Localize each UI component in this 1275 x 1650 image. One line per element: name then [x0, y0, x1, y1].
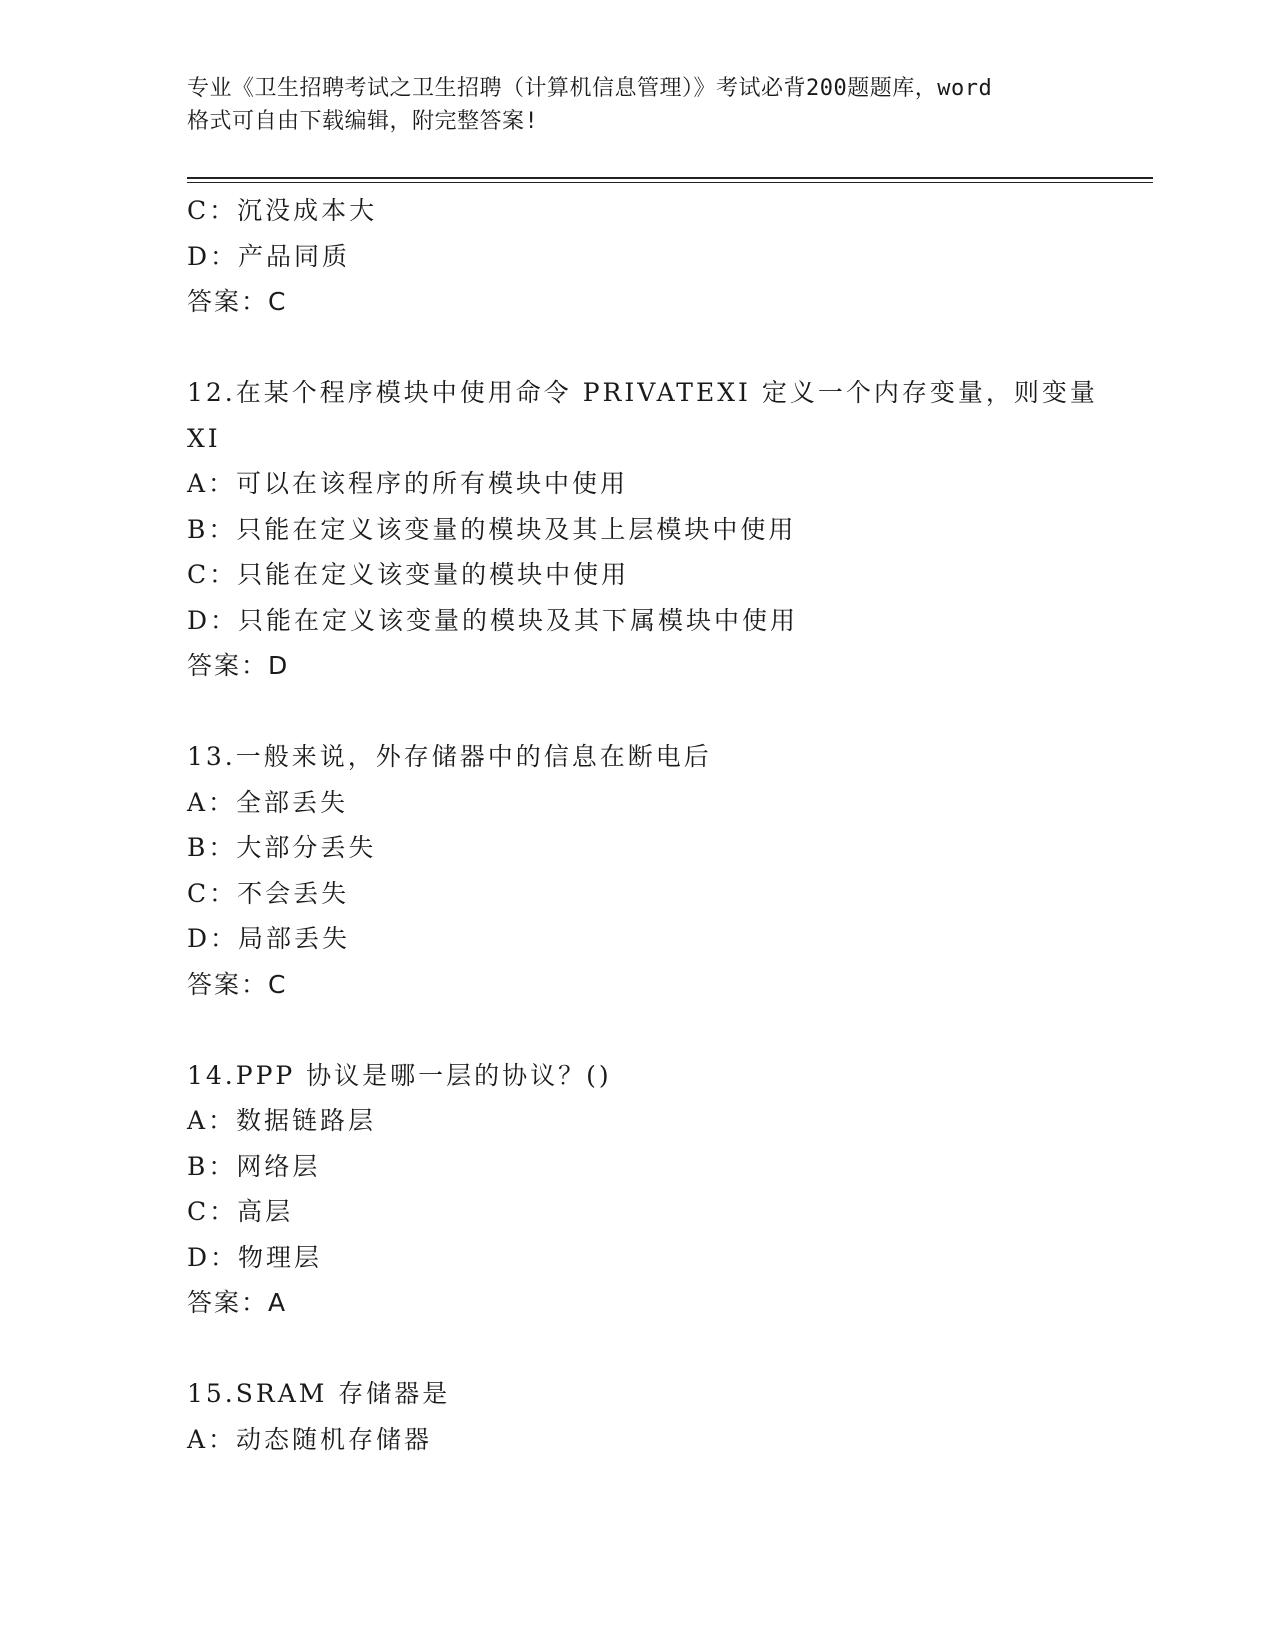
answer-line: 答案：A	[187, 1288, 288, 1317]
question-13	[187, 734, 1153, 1007]
question-stem: 15.SRAM 存储器是	[187, 1379, 451, 1408]
answer-line: 答案：D	[187, 651, 290, 680]
answer-line: 答案：C	[187, 969, 288, 999]
document-header	[187, 72, 1087, 138]
spacer	[187, 1007, 1153, 1053]
question-11-tail	[187, 188, 1153, 325]
option-a: A：全部丢失	[187, 787, 349, 817]
header-line-1: 专业《卫生招聘考试之卫生招聘（计算机信息管理）》考试必背200题题库，word	[187, 76, 993, 101]
question-stem: 12.在某个程序模块中使用命令 PRIVATEXI 定义一个内存变量，则变量	[187, 378, 1098, 407]
option-d: D：产品同质	[187, 241, 351, 271]
header-divider-thick	[187, 177, 1153, 179]
option-b: B：只能在定义该变量的模块及其上层模块中使用	[187, 514, 797, 544]
option-a: A：可以在该程序的所有模块中使用	[187, 469, 629, 498]
spacer	[187, 1326, 1153, 1372]
option-c: C：不会丢失	[187, 878, 350, 908]
option-c: C：高层	[187, 1197, 294, 1226]
header-line-2: 格式可自由下载编辑，附完整答案!	[187, 109, 539, 134]
answer-line: 答案：C	[187, 287, 288, 316]
option-d: D：只能在定义该变量的模块及其下属模块中使用	[187, 605, 799, 635]
option-a: A：数据链路层	[187, 1106, 377, 1135]
spacer	[187, 325, 1153, 371]
option-b: B：大部分丢失	[187, 833, 377, 862]
question-stem-continued: XI	[187, 423, 221, 453]
question-14	[187, 1053, 1153, 1326]
option-d: D：物理层	[187, 1242, 323, 1272]
spacer	[187, 689, 1153, 735]
question-stem: 13.一般来说，外存储器中的信息在断电后	[187, 742, 712, 771]
header-divider-thin	[187, 182, 1153, 183]
option-d: D：局部丢失	[187, 924, 351, 953]
question-stem: 14.PPP 协议是哪一层的协议？()	[187, 1060, 612, 1090]
question-12	[187, 370, 1153, 689]
option-c: C：沉没成本大	[187, 196, 378, 225]
option-a: A：动态随机存储器	[187, 1424, 433, 1454]
option-c: C：只能在定义该变量的模块中使用	[187, 560, 630, 589]
question-list	[187, 188, 1153, 1462]
option-b: B：网络层	[187, 1151, 321, 1181]
question-15	[187, 1371, 1153, 1462]
